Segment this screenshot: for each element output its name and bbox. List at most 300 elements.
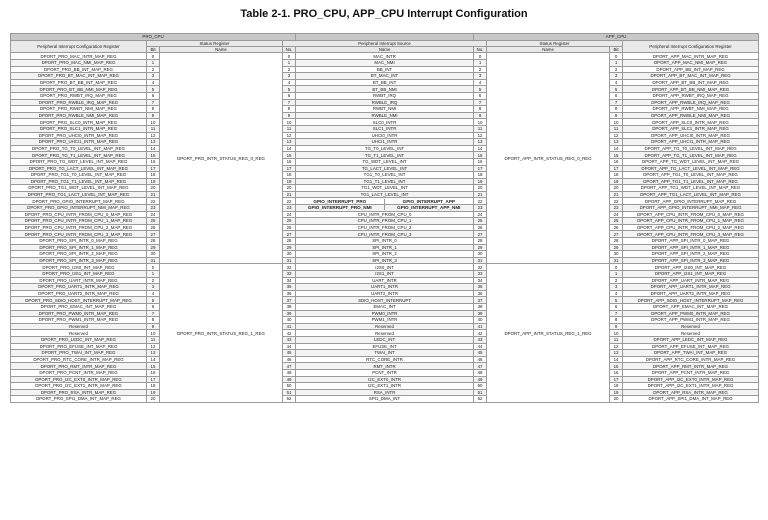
source-name-cell: TG1_WDT_LEVEL_INT bbox=[296, 185, 474, 192]
page-title: Table 2-1. PRO_CPU, APP_CPU Interrupt Configuration bbox=[240, 8, 528, 20]
app-config-register-cell: DPORT_APP_BT_BB_INT_MAP_REG bbox=[623, 79, 759, 86]
table-row bbox=[11, 369, 759, 376]
app-config-register-cell: DPORT_APP_I2C_EXT0_INTR_MAP_REG bbox=[623, 376, 759, 383]
source-no-cell: 48 bbox=[283, 369, 296, 376]
app-config-register-cell: DPORT_APP_RTC_CORE_INTR_MAP_REG bbox=[623, 356, 759, 363]
source-name-cell: TG_LACT_LEVEL_INT bbox=[296, 165, 474, 172]
pro-config-register-cell: DPORT_PRO_TWAI_INT_MAP_REG bbox=[11, 350, 147, 357]
source-no-cell: 21 bbox=[283, 191, 296, 198]
source-name-cell: BB_INT bbox=[296, 66, 474, 73]
app-bit-cell: 11 bbox=[610, 125, 623, 132]
table-row bbox=[11, 350, 759, 357]
pro-config-register-cell: DPORT_PRO_SPI_INTR_2_MAP_REG bbox=[11, 251, 147, 258]
pro-bit-cell: 16 bbox=[147, 369, 160, 376]
source-name-cell: I2S1_INT bbox=[296, 271, 474, 278]
pro-config-register-cell: DPORT_PRO_UHCI1_INTR_MAP_REG bbox=[11, 139, 147, 146]
app-bit-cell: 0 bbox=[610, 53, 623, 60]
source-no-cell: 49 bbox=[283, 376, 296, 383]
table-row bbox=[11, 66, 759, 73]
source-name-cell: RWBT_NMI bbox=[296, 106, 474, 113]
app-config-register-cell: DPORT_APP_TG1_T0_LEVEL_INT_MAP_REG bbox=[623, 172, 759, 179]
pro-config-register-cell: Reserved bbox=[11, 330, 147, 337]
table-row bbox=[11, 363, 759, 370]
pro-bit-cell: 3 bbox=[147, 73, 160, 80]
pro-config-register-cell: DPORT_PRO_PCNT_INTR_MAP_REG bbox=[11, 369, 147, 376]
app-bit-cell: 18 bbox=[610, 172, 623, 179]
table-row bbox=[11, 257, 759, 264]
app-bit-cell: 12 bbox=[610, 343, 623, 350]
source-no-cell: 45 bbox=[283, 350, 296, 357]
app-bit-cell: 11 bbox=[610, 336, 623, 343]
app-config-register-cell: DPORT_APP_I2S0_INT_MAP_REG bbox=[623, 264, 759, 271]
app-bit-cell: 17 bbox=[610, 376, 623, 383]
pro-bit-cell: 20 bbox=[147, 396, 160, 403]
source-no-cell: 33 bbox=[283, 271, 296, 278]
source-name-cell: TG1_LACT_LEVEL_INT bbox=[296, 191, 474, 198]
app-config-register-cell: DPORT_APP_RWBLE_IRQ_MAP_REG bbox=[623, 99, 759, 106]
pro-config-register-cell: DPORT_PRO_RWBT_NMI_MAP_REG bbox=[11, 106, 147, 113]
app-bit-cell: 6 bbox=[610, 303, 623, 310]
source-no-cell: 40 bbox=[283, 317, 296, 324]
pro-config-register-cell: DPORT_PRO_PWM0_INTR_MAP_REG bbox=[11, 310, 147, 317]
app-config-register-cell: DPORT_APP_TG_T0_LEVEL_INT_MAP_REG bbox=[623, 145, 759, 152]
app-bit-cell: 22 bbox=[610, 198, 623, 205]
source-no-cell: 37 bbox=[283, 297, 296, 304]
source-no-cell: 9 bbox=[283, 112, 296, 119]
app-bit-cell: 3 bbox=[610, 73, 623, 80]
source-no2-cell: 11 bbox=[474, 125, 487, 132]
pro-bit-cell: 7 bbox=[147, 99, 160, 106]
source-name-cell: SLC1_INTR bbox=[296, 125, 474, 132]
source-no-cell: 17 bbox=[283, 165, 296, 172]
pro-bit-cell: 25 bbox=[147, 218, 160, 225]
app-config-register-cell: DPORT_APP_SPI_INTR_3_MAP_REG bbox=[623, 257, 759, 264]
pro-bit-cell: 0 bbox=[147, 53, 160, 60]
app-bit-cell: 5 bbox=[610, 86, 623, 93]
table-row bbox=[11, 238, 759, 245]
source-no2-cell: 25 bbox=[474, 218, 487, 225]
pro-bit-cell: 6 bbox=[147, 92, 160, 99]
source-name-cell: SPI_INTR_0 bbox=[296, 238, 474, 245]
pro-config-register-cell: DPORT_PRO_EMAC_INT_MAP_REG bbox=[11, 303, 147, 310]
pro-config-register-cell: DPORT_PRO_I2S0_INT_MAP_REG bbox=[11, 264, 147, 271]
app-bit-cell: 3 bbox=[610, 284, 623, 291]
source-no-cell: 41 bbox=[283, 323, 296, 330]
app-name-header: Name bbox=[487, 47, 610, 53]
app-config-register-cell: DPORT_APP_TG1_T1_LEVEL_INT_MAP_REG bbox=[623, 178, 759, 185]
interrupt-source-header: Peripheral Interrupt Source bbox=[283, 41, 487, 47]
pro-bit-cell: 4 bbox=[147, 79, 160, 86]
pro-bit-cell: 5 bbox=[147, 86, 160, 93]
pro-bit-cell: 28 bbox=[147, 238, 160, 245]
pro-config-register-cell: DPORT_PRO_RTC_CORE_INTR_MAP_REG bbox=[11, 356, 147, 363]
pro-bit-cell: 24 bbox=[147, 211, 160, 218]
table-row bbox=[11, 310, 759, 317]
source-name-cell: I2S0_INT bbox=[296, 264, 474, 271]
app-config-register-cell: DPORT_APP_I2C_EXT1_INTR_MAP_REG bbox=[623, 383, 759, 390]
table-row bbox=[11, 73, 759, 80]
app-bit-cell: 21 bbox=[610, 191, 623, 198]
source-name-cell: SPI1_DMA_INT bbox=[296, 396, 474, 403]
table-row bbox=[11, 330, 759, 337]
table-row bbox=[11, 152, 759, 159]
source-no2-cell: 18 bbox=[474, 172, 487, 179]
source-no-cell: 50 bbox=[283, 383, 296, 390]
source-no2-cell: 33 bbox=[474, 271, 487, 278]
pro-bit-cell: 10 bbox=[147, 119, 160, 126]
source-no2-cell: 17 bbox=[474, 165, 487, 172]
source-no-cell: 12 bbox=[283, 132, 296, 139]
source-no2-cell: 28 bbox=[474, 238, 487, 245]
source-name-cell: Reserved bbox=[296, 330, 474, 337]
pro-bit-cell: 5 bbox=[147, 297, 160, 304]
source-name-cell: TG1_T1_LEVEL_INT bbox=[296, 178, 474, 185]
source-no-cell: 1 bbox=[283, 60, 296, 67]
app-bit-cell: 20 bbox=[610, 396, 623, 403]
app-bit-cell: 10 bbox=[610, 119, 623, 126]
pro-bit-cell: 14 bbox=[147, 145, 160, 152]
pro-config-register-cell: DPORT_PRO_I2C_EXT0_INTR_MAP_REG bbox=[11, 376, 147, 383]
source-name-cell: RWBT_IRQ bbox=[296, 92, 474, 99]
pro-config-register-cell: DPORT_PRO_SPI_INTR_0_MAP_REG bbox=[11, 238, 147, 245]
app-config-register-cell: DPORT_APP_CPU_INTR_FROM_CPU_1_MAP_REG bbox=[623, 218, 759, 225]
source-name-cell: UART_INTR bbox=[296, 277, 474, 284]
pro-cpu-header: PRO_CPU bbox=[11, 34, 296, 41]
source-name-cell: Reserved bbox=[296, 323, 474, 330]
source-no-cell: 3 bbox=[283, 73, 296, 80]
pro-config-register-cell: DPORT_PRO_TG1_LACT_LEVEL_INT_MAP_REG bbox=[11, 191, 147, 198]
source-no-cell: 39 bbox=[283, 310, 296, 317]
pro-config-register-cell: DPORT_PRO_TG_T1_LEVEL_INT_MAP_REG bbox=[11, 152, 147, 159]
pro-config-register-cell: DPORT_PRO_TG_T0_LEVEL_INT_MAP_REG bbox=[11, 145, 147, 152]
app-config-register-cell: DPORT_APP_UART2_INTR_MAP_REG bbox=[623, 290, 759, 297]
app-bit-cell: 2 bbox=[610, 66, 623, 73]
pro-status-register-header: Status Register bbox=[147, 41, 283, 47]
source-no2-cell: 7 bbox=[474, 99, 487, 106]
app-config-register-cell: DPORT_APP_UHCI1_INTR_MAP_REG bbox=[623, 139, 759, 146]
pro-bit-cell: 22 bbox=[147, 198, 160, 205]
source-no2-cell: 0 bbox=[474, 53, 487, 60]
app-config-register-cell: DPORT_APP_TG_T1_LEVEL_INT_MAP_REG bbox=[623, 152, 759, 159]
interrupt-table-container bbox=[10, 33, 758, 403]
source-name-cell: MAC_INTR bbox=[296, 53, 474, 60]
app-bit-cell: 12 bbox=[610, 132, 623, 139]
pro-bit-cell: 31 bbox=[147, 257, 160, 264]
source-name-cell: EFUSE_INT bbox=[296, 343, 474, 350]
source-no2-cell: 1 bbox=[474, 60, 487, 67]
table-row bbox=[11, 205, 759, 212]
pro-config-register-cell: DPORT_PRO_CPU_INTR_FROM_CPU_1_MAP_REG bbox=[11, 218, 147, 225]
source-no-cell: 42 bbox=[283, 330, 296, 337]
source-name-cell: UHCI1_INTR bbox=[296, 139, 474, 146]
source-no2-cell: 13 bbox=[474, 139, 487, 146]
source-name-cell bbox=[296, 205, 474, 212]
pro-config-register-cell: DPORT_PRO_CPU_INTR_FROM_CPU_2_MAP_REG bbox=[11, 224, 147, 231]
source-no-cell: 23 bbox=[283, 205, 296, 212]
app-bit-cell: 15 bbox=[610, 363, 623, 370]
pro-config-register-cell: DPORT_PRO_I2C_EXT1_INTR_MAP_REG bbox=[11, 383, 147, 390]
source-name-cell: SPI_INTR_1 bbox=[296, 244, 474, 251]
app-bit-header: Bit bbox=[610, 47, 623, 53]
source-no-cell: 15 bbox=[283, 152, 296, 159]
app-bit-cell: 15 bbox=[610, 152, 623, 159]
pro-bit-cell: 17 bbox=[147, 376, 160, 383]
source-no-cell: 11 bbox=[283, 125, 296, 132]
source-no2-cell: 30 bbox=[474, 251, 487, 258]
app-config-register-cell: DPORT_APP_RMT_INTR_MAP_REG bbox=[623, 363, 759, 370]
pro-bit-cell: 1 bbox=[147, 271, 160, 278]
pro-config-register-cell: DPORT_PRO_UART_INTR_MAP_REG bbox=[11, 277, 147, 284]
pro-config-register-cell: DPORT_PRO_PWM1_INTR_MAP_REG bbox=[11, 317, 147, 324]
source-name-cell: UART2_INTR bbox=[296, 290, 474, 297]
app-bit-cell: 28 bbox=[610, 238, 623, 245]
app-bit-cell: 9 bbox=[610, 112, 623, 119]
app-bit-cell: 30 bbox=[610, 251, 623, 258]
app-bit-cell: 16 bbox=[610, 369, 623, 376]
source-name-cell bbox=[296, 198, 474, 205]
source-name-cell: RWBLE_NMI bbox=[296, 112, 474, 119]
pro-bit-cell: 15 bbox=[147, 363, 160, 370]
pro-config-register-cell: DPORT_PRO_MAC_NMI_MAP_REG bbox=[11, 60, 147, 67]
pro-config-register-cell: DPORT_PRO_BT_MAC_INT_MAP_REG bbox=[11, 73, 147, 80]
table-row bbox=[11, 158, 759, 165]
pro-config-register-cell: DPORT_PRO_UHCI0_INTR_MAP_REG bbox=[11, 132, 147, 139]
app-bit-cell: 14 bbox=[610, 356, 623, 363]
source-no2-cell: 47 bbox=[474, 363, 487, 370]
app-config-register-cell: DPORT_APP_PCNT_INTR_MAP_REG bbox=[623, 369, 759, 376]
source-no2-cell: 23 bbox=[474, 205, 487, 212]
source-name-pro: GPIO_INTERRUPT_PRO bbox=[296, 199, 385, 204]
source-no2-cell: 29 bbox=[474, 244, 487, 251]
pro-bit-cell: 20 bbox=[147, 185, 160, 192]
pro-bit-cell: 12 bbox=[147, 343, 160, 350]
source-no2-cell: 36 bbox=[474, 290, 487, 297]
source-no2-cell: 27 bbox=[474, 231, 487, 238]
source-no2-cell: 9 bbox=[474, 112, 487, 119]
table-row bbox=[11, 336, 759, 343]
app-config-register-cell: DPORT_APP_CPU_INTR_FROM_CPU_2_MAP_REG bbox=[623, 224, 759, 231]
pro-bit-cell: 4 bbox=[147, 290, 160, 297]
pro-config-register-cell: DPORT_PRO_GPIO_INTERRUPT_NMI_MAP_REG bbox=[11, 205, 147, 212]
source-no-cell: 0 bbox=[283, 53, 296, 60]
table-row bbox=[11, 178, 759, 185]
pro-status-register-cell: DPORT_PRO_INTR_STATUS_REG_0_REG bbox=[160, 53, 283, 264]
pro-config-register-header: Peripheral Interrupt Configuration Register bbox=[11, 41, 147, 53]
source-name-cell: TWAI_INT bbox=[296, 350, 474, 357]
app-config-register-cell: DPORT_APP_RWBT_IRQ_MAP_REG bbox=[623, 92, 759, 99]
source-no-cell: 10 bbox=[283, 119, 296, 126]
app-bit-cell: 6 bbox=[610, 92, 623, 99]
source-name-cell: PWM1_INTR bbox=[296, 317, 474, 324]
app-bit-cell: 13 bbox=[610, 350, 623, 357]
app-status-register-cell: DPORT_APP_INTR_STATUS_REG_0_REG bbox=[487, 53, 610, 264]
table-row bbox=[11, 343, 759, 350]
pro-bit-cell: 21 bbox=[147, 191, 160, 198]
pro-bit-cell: 7 bbox=[147, 310, 160, 317]
source-name-cell: RWBLE_IRQ bbox=[296, 99, 474, 106]
source-no-cell: 24 bbox=[283, 211, 296, 218]
source-no2-cell: 49 bbox=[474, 376, 487, 383]
source-no-cell: 16 bbox=[283, 158, 296, 165]
app-config-register-cell: DPORT_APP_SPI_INTR_0_MAP_REG bbox=[623, 238, 759, 245]
source-no-cell: 20 bbox=[283, 185, 296, 192]
pro-config-register-cell: DPORT_PRO_I2S1_INT_MAP_REG bbox=[11, 271, 147, 278]
table-row bbox=[11, 139, 759, 146]
app-bit-cell: 16 bbox=[610, 158, 623, 165]
table-row bbox=[11, 185, 759, 192]
app-config-register-cell: DPORT_APP_RSA_INTR_MAP_REG bbox=[623, 389, 759, 396]
source-name-cell: BT_MAC_INT bbox=[296, 73, 474, 80]
column-header-row bbox=[11, 41, 759, 47]
app-config-register-cell: DPORT_APP_TG_LACT_LEVEL_INT_MAP_REG bbox=[623, 165, 759, 172]
app-bit-cell: 7 bbox=[610, 310, 623, 317]
pro-config-register-cell: DPORT_PRO_RWBLE_IRQ_MAP_REG bbox=[11, 99, 147, 106]
pro-bit-cell: 30 bbox=[147, 251, 160, 258]
source-no2-cell: 3 bbox=[474, 73, 487, 80]
source-no-cell: 52 bbox=[283, 396, 296, 403]
pro-bit-cell: 13 bbox=[147, 350, 160, 357]
pro-config-register-cell: DPORT_PRO_SPI1_DMA_INT_MAP_REG bbox=[11, 396, 147, 403]
source-no-cell: 7 bbox=[283, 99, 296, 106]
interrupt-table-body bbox=[11, 53, 759, 402]
table-row bbox=[11, 271, 759, 278]
app-config-register-header: Peripheral Interrupt Configuration Register bbox=[623, 41, 759, 53]
table-row bbox=[11, 165, 759, 172]
app-config-register-cell: DPORT_APP_TG1_WDT_LEVEL_INT_MAP_REG bbox=[623, 185, 759, 192]
source-no2-cell: 34 bbox=[474, 277, 487, 284]
app-config-register-cell: DPORT_APP_TG_WDT_LEVEL_INT_MAP_REG bbox=[623, 158, 759, 165]
source-no2-header: No. bbox=[474, 47, 487, 53]
pro-bit-cell: 29 bbox=[147, 244, 160, 251]
app-bit-cell: 10 bbox=[610, 330, 623, 337]
app-bit-cell: 27 bbox=[610, 231, 623, 238]
source-name-cell: SPI_INTR_3 bbox=[296, 257, 474, 264]
pro-bit-cell: 18 bbox=[147, 383, 160, 390]
source-no2-cell: 2 bbox=[474, 66, 487, 73]
source-no2-cell: 41 bbox=[474, 323, 487, 330]
source-name-cell: RMT_INTR bbox=[296, 363, 474, 370]
pro-bit-cell: 19 bbox=[147, 389, 160, 396]
pro-bit-cell: 26 bbox=[147, 224, 160, 231]
source-name-cell: CPU_INTR_FROM_CPU_2 bbox=[296, 224, 474, 231]
pro-bit-cell: 8 bbox=[147, 106, 160, 113]
source-no-cell: 28 bbox=[283, 238, 296, 245]
pro-bit-cell: 18 bbox=[147, 172, 160, 179]
table-row bbox=[11, 92, 759, 99]
source-no-cell: 13 bbox=[283, 139, 296, 146]
app-bit-cell: 7 bbox=[610, 99, 623, 106]
table-row bbox=[11, 323, 759, 330]
pro-bit-cell: 19 bbox=[147, 178, 160, 185]
source-name-cell: I2C_EXT0_INTR bbox=[296, 376, 474, 383]
pro-name-header: Name bbox=[160, 47, 283, 53]
source-name-cell: CPU_INTR_FROM_CPU_3 bbox=[296, 231, 474, 238]
source-no-cell: 43 bbox=[283, 336, 296, 343]
app-config-register-cell: DPORT_APP_EFUSE_INT_MAP_REG bbox=[623, 343, 759, 350]
table-row bbox=[11, 231, 759, 238]
source-no-cell: 31 bbox=[283, 257, 296, 264]
table-row bbox=[11, 211, 759, 218]
source-no-cell: 25 bbox=[283, 218, 296, 225]
pro-bit-cell: 11 bbox=[147, 125, 160, 132]
source-no2-cell: 44 bbox=[474, 343, 487, 350]
app-bit-cell: 8 bbox=[610, 106, 623, 113]
app-config-register-cell: DPORT_APP_RWBLE_NMI_MAP_REG bbox=[623, 112, 759, 119]
source-no-cell: 18 bbox=[283, 172, 296, 179]
source-no-cell: 26 bbox=[283, 224, 296, 231]
app-config-register-cell: DPORT_APP_SPI_INTR_1_MAP_REG bbox=[623, 244, 759, 251]
table-row bbox=[11, 356, 759, 363]
app-config-register-cell: DPORT_APP_UART1_INTR_MAP_REG bbox=[623, 284, 759, 291]
source-no2-cell: 37 bbox=[474, 297, 487, 304]
pro-config-register-cell: DPORT_PRO_EFUSE_INT_MAP_REG bbox=[11, 343, 147, 350]
app-config-register-cell: DPORT_APP_TWAI_INT_MAP_REG bbox=[623, 350, 759, 357]
source-name-cell: SLC0_INTR bbox=[296, 119, 474, 126]
source-no2-cell: 10 bbox=[474, 119, 487, 126]
table-row bbox=[11, 172, 759, 179]
source-no-cell: 32 bbox=[283, 264, 296, 271]
app-bit-cell: 4 bbox=[610, 79, 623, 86]
source-no2-cell: 42 bbox=[474, 330, 487, 337]
source-name-app: GPIO_INTERRUPT_APP bbox=[402, 198, 455, 204]
table-row bbox=[11, 145, 759, 152]
source-name-cell: MAC_NMI bbox=[296, 60, 474, 67]
table-row bbox=[11, 251, 759, 258]
pro-config-register-cell: DPORT_PRO_RSA_INTR_MAP_REG bbox=[11, 389, 147, 396]
table-row bbox=[11, 125, 759, 132]
app-bit-cell: 9 bbox=[610, 323, 623, 330]
source-no2-cell: 40 bbox=[474, 317, 487, 324]
pro-bit-cell: 8 bbox=[147, 317, 160, 324]
app-bit-cell: 29 bbox=[610, 244, 623, 251]
app-bit-cell: 4 bbox=[610, 290, 623, 297]
app-config-register-cell: DPORT_APP_SPI1_DMA_INT_MAP_REG bbox=[623, 396, 759, 403]
source-no-cell: 46 bbox=[283, 356, 296, 363]
table-row bbox=[11, 396, 759, 403]
source-no2-cell: 16 bbox=[474, 158, 487, 165]
source-no2-cell: 39 bbox=[474, 310, 487, 317]
pro-config-register-cell: DPORT_PRO_SPI_INTR_1_MAP_REG bbox=[11, 244, 147, 251]
table-row bbox=[11, 376, 759, 383]
source-no-cell: 27 bbox=[283, 231, 296, 238]
app-bit-cell: 26 bbox=[610, 224, 623, 231]
table-row bbox=[11, 317, 759, 324]
app-config-register-cell: DPORT_APP_GPIO_INTERRUPT_NMI_MAP_REG bbox=[623, 205, 759, 212]
source-name-cell: BT_BB_INT bbox=[296, 79, 474, 86]
source-no2-cell: 26 bbox=[474, 224, 487, 231]
app-bit-cell: 5 bbox=[610, 297, 623, 304]
pro-bit-cell: 17 bbox=[147, 165, 160, 172]
pro-config-register-cell: DPORT_PRO_SLC0_INTR_MAP_REG bbox=[11, 119, 147, 126]
table-row bbox=[11, 284, 759, 291]
app-config-register-cell: DPORT_APP_CPU_INTR_FROM_CPU_3_MAP_REG bbox=[623, 231, 759, 238]
app-status-register-cell: DPORT_APP_INTR_STATUS_REG_1_REG bbox=[487, 264, 610, 402]
table-row bbox=[11, 106, 759, 113]
pro-bit-cell: 9 bbox=[147, 323, 160, 330]
app-bit-cell: 25 bbox=[610, 218, 623, 225]
pro-bit-cell: 16 bbox=[147, 158, 160, 165]
source-no2-cell: 38 bbox=[474, 303, 487, 310]
source-no2-cell: 46 bbox=[474, 356, 487, 363]
app-config-register-cell: DPORT_APP_SDIO_HOST_INTERRUPT_MAP_REG bbox=[623, 297, 759, 304]
pro-bit-cell: 12 bbox=[147, 132, 160, 139]
source-no2-cell: 21 bbox=[474, 191, 487, 198]
app-config-register-cell: Reserved bbox=[623, 323, 759, 330]
table-row bbox=[11, 132, 759, 139]
app-config-register-cell: DPORT_APP_CPU_INTR_FROM_CPU_0_MAP_REG bbox=[623, 211, 759, 218]
app-config-register-cell: DPORT_APP_LEDC_INT_MAP_REG bbox=[623, 336, 759, 343]
table-row bbox=[11, 218, 759, 225]
